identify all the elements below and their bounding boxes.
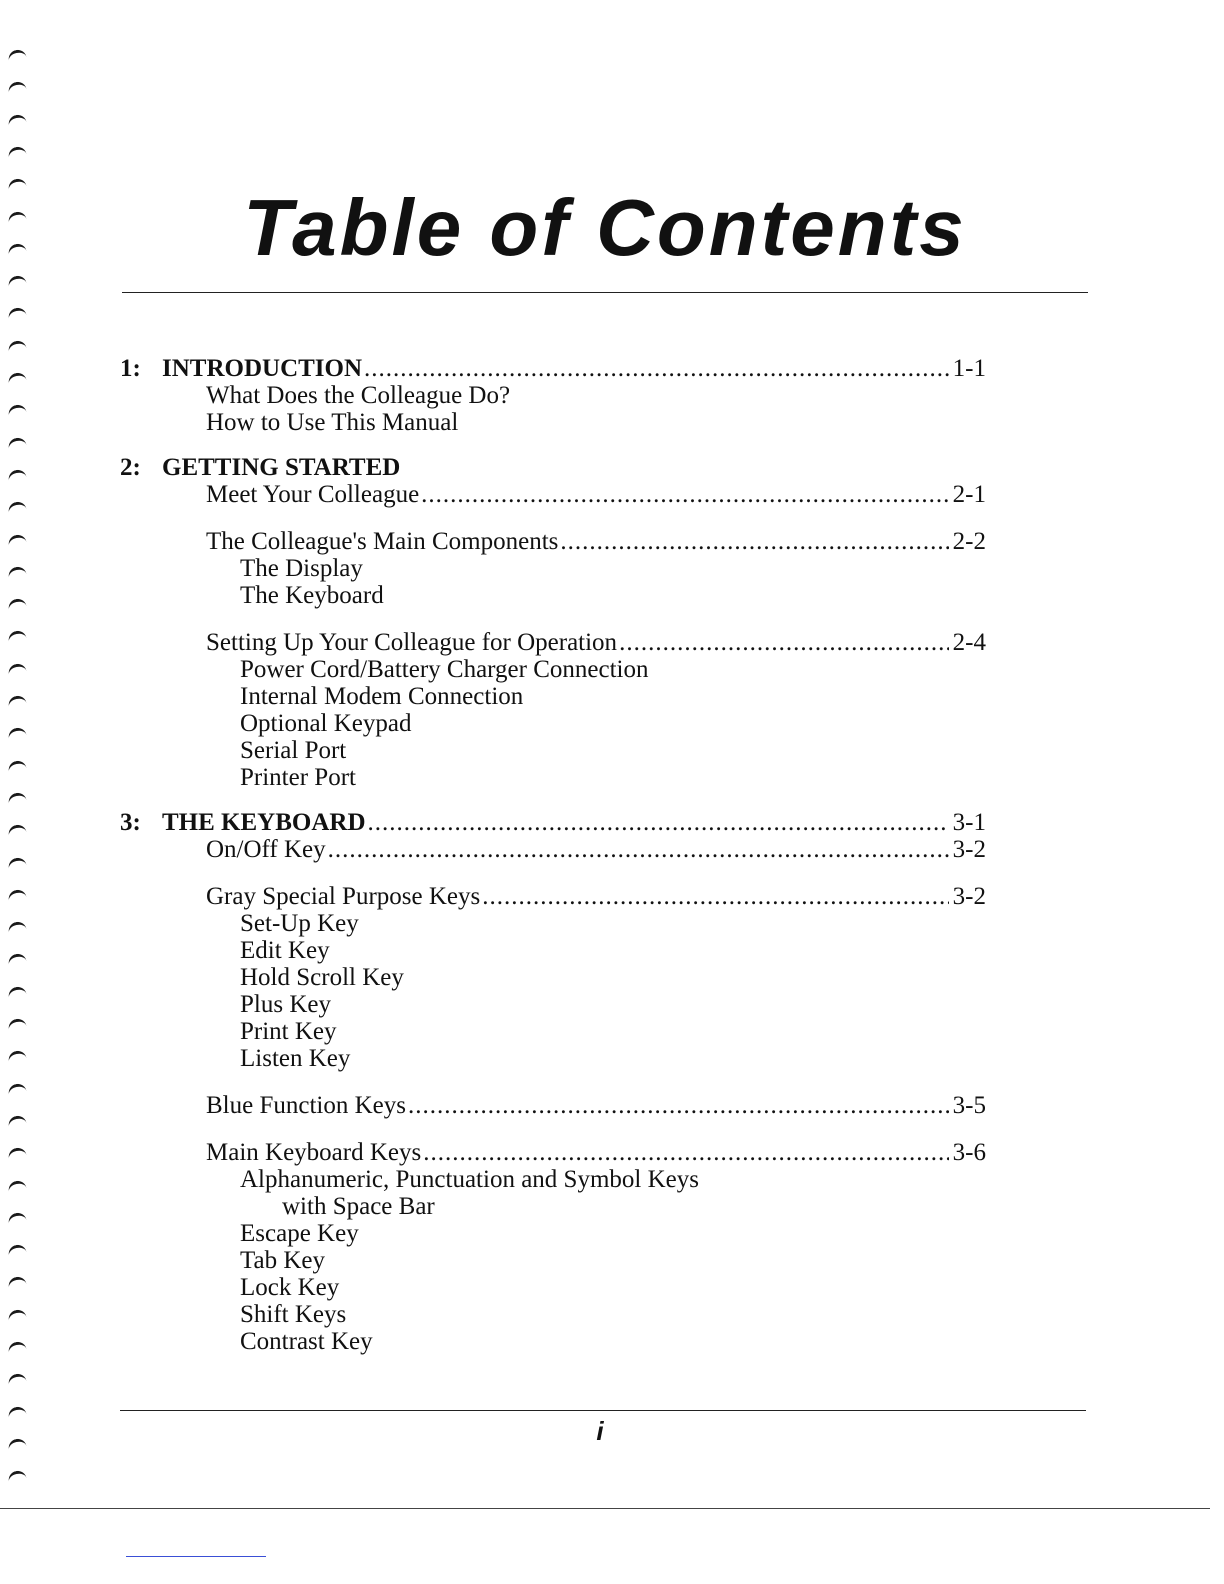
page-ref: 1-1 <box>952 355 986 382</box>
toc-subentry <box>120 710 986 737</box>
entry-label: Internal Modem Connection <box>240 683 524 710</box>
chapter-number: 2: <box>120 454 141 481</box>
toc-entry <box>120 1139 986 1166</box>
toc-subentry <box>120 1274 986 1301</box>
toc-subentry <box>120 1328 986 1355</box>
binding-hole-mark <box>7 1179 27 1194</box>
page-ref: 3-5 <box>952 1092 986 1119</box>
dot-leader <box>368 809 949 836</box>
toc-entry <box>120 481 986 508</box>
binding-hole-mark <box>7 985 27 1000</box>
toc-subentry <box>120 1220 986 1247</box>
binding-hole-mark <box>7 1340 27 1355</box>
binding-hole-mark <box>7 1050 27 1065</box>
binding-hole-mark <box>7 630 27 645</box>
binding-hole-mark <box>7 1276 27 1291</box>
binding-hole-mark <box>7 242 27 257</box>
binding-hole-mark <box>7 1469 27 1484</box>
page-ref: 2-4 <box>952 629 986 656</box>
dot-leader <box>421 481 949 508</box>
binding-hole-mark <box>7 953 27 968</box>
toc-subentry <box>120 683 986 710</box>
entry-label: Lock Key <box>240 1274 340 1301</box>
dot-leader <box>408 1092 949 1119</box>
entry-label: Contrast Key <box>240 1328 373 1355</box>
chapter-number: 1: <box>120 355 141 382</box>
entry-label: Tab Key <box>240 1247 326 1274</box>
binding-hole-mark <box>7 533 27 548</box>
toc-subentry <box>120 910 986 937</box>
entry-label: Printer Port <box>240 764 356 791</box>
toc-entry <box>120 382 986 409</box>
page-edge-line <box>0 1508 1210 1509</box>
binding-hole-mark <box>7 888 27 903</box>
entry-label: How to Use This Manual <box>206 409 459 436</box>
page-ref: 3-2 <box>952 836 986 863</box>
entry-label: with Space Bar <box>282 1193 435 1220</box>
entry-label: Escape Key <box>240 1220 359 1247</box>
entry-label: Main Keyboard Keys <box>206 1139 422 1166</box>
toc-subentry <box>120 1045 986 1072</box>
entry-label: Plus Key <box>240 991 331 1018</box>
entry-label: Blue Function Keys <box>206 1092 406 1119</box>
dot-leader <box>328 836 949 863</box>
dot-leader <box>619 629 949 656</box>
page-ref: 2-2 <box>952 528 986 555</box>
entry-label: The Colleague's Main Components <box>206 528 559 555</box>
binding-hole-mark <box>7 113 27 128</box>
binding-hole-mark <box>7 307 27 322</box>
toc-subentry <box>120 582 986 609</box>
toc-entry <box>120 528 986 555</box>
binding-hole-mark <box>7 1373 27 1388</box>
binding-hole-mark <box>7 1308 27 1323</box>
page-ref: 3-6 <box>952 1139 986 1166</box>
page-ref: 3-2 <box>952 883 986 910</box>
entry-label: Alphanumeric, Punctuation and Symbol Keys <box>240 1166 699 1193</box>
toc-subentry <box>120 1166 986 1193</box>
entry-label: Print Key <box>240 1018 337 1045</box>
toc-subentry <box>120 937 986 964</box>
toc-subentry-continued <box>120 1193 986 1220</box>
toc-entry <box>120 629 986 656</box>
binding-hole-mark <box>7 468 27 483</box>
binding-hole-mark <box>7 436 27 451</box>
dot-leader <box>423 1139 948 1166</box>
toc-entry <box>120 1092 986 1119</box>
scan-edge-mark <box>126 1556 266 1557</box>
toc-entry <box>120 836 986 863</box>
binding-hole-mark <box>7 1243 27 1258</box>
binding-hole-mark <box>7 759 27 774</box>
binding-hole-mark <box>7 694 27 709</box>
page-title: Table of Contents <box>243 183 967 272</box>
toc-subentry <box>120 991 986 1018</box>
chapter-number: 3: <box>120 809 141 836</box>
binding-hole-mark <box>7 727 27 742</box>
binding-hole-mark <box>7 274 27 289</box>
binding-hole-mark <box>7 404 27 419</box>
toc-entry <box>120 409 986 436</box>
binding-hole-mark <box>7 662 27 677</box>
binding-hole-mark <box>7 177 27 192</box>
entry-label: Hold Scroll Key <box>240 964 404 991</box>
toc-chapter-introduction <box>120 355 986 382</box>
binding-hole-mark <box>7 791 27 806</box>
page-ref: 2-1 <box>952 481 986 508</box>
binding-hole-mark <box>7 1405 27 1420</box>
dot-leader <box>364 355 949 382</box>
entry-label: Setting Up Your Colleague for Operation <box>206 629 618 656</box>
toc-subentry <box>120 1018 986 1045</box>
entry-label: Shift Keys <box>240 1301 347 1328</box>
binding-hole-mark <box>7 339 27 354</box>
binding-hole-mark <box>7 1211 27 1226</box>
binding-hole-mark <box>7 371 27 386</box>
toc-entry <box>120 883 986 910</box>
dot-leader <box>560 528 948 555</box>
binding-hole-mark <box>7 145 27 160</box>
entry-label: Set-Up Key <box>240 910 359 937</box>
binding-hole-mark <box>7 48 27 63</box>
entry-label: Optional Keypad <box>240 710 412 737</box>
entry-label: The Keyboard <box>240 582 384 609</box>
toc-chapter-getting-started <box>120 454 986 481</box>
toc-subentry <box>120 964 986 991</box>
toc-chapter-keyboard <box>120 809 986 836</box>
binding-hole-mark <box>7 500 27 515</box>
binding-hole-mark <box>7 856 27 871</box>
binding-hole-mark <box>7 1437 27 1452</box>
dot-leader <box>482 883 948 910</box>
page-ref: 3-1 <box>952 809 986 836</box>
binding-hole-mark <box>7 210 27 225</box>
binding-hole-mark <box>7 597 27 612</box>
toc-subentry <box>120 555 986 582</box>
entry-label: What Does the Colleague Do? <box>206 382 511 409</box>
binding-holes <box>4 50 32 1490</box>
binding-hole-mark <box>7 1114 27 1129</box>
binding-hole-mark <box>7 1017 27 1032</box>
footer-divider <box>120 1410 1086 1411</box>
binding-hole-mark <box>7 1146 27 1161</box>
entry-label: Edit Key <box>240 937 330 964</box>
page-number: i <box>596 1416 604 1446</box>
toc-subentry <box>120 656 986 683</box>
entry-label: Listen Key <box>240 1045 351 1072</box>
chapter-label: INTRODUCTION <box>162 355 363 382</box>
toc-subentry <box>120 1247 986 1274</box>
toc-subentry <box>120 1301 986 1328</box>
toc-subentry <box>120 764 986 791</box>
entry-label: Meet Your Colleague <box>206 481 420 508</box>
entry-label: Power Cord/Battery Charger Connection <box>240 656 649 683</box>
binding-hole-mark <box>7 823 27 838</box>
entry-label: The Display <box>240 555 363 582</box>
binding-hole-mark <box>7 81 27 96</box>
chapter-label: THE KEYBOARD <box>162 809 366 836</box>
table-of-contents <box>120 355 986 1355</box>
title-divider <box>122 292 1088 293</box>
binding-hole-mark <box>7 1082 27 1097</box>
chapter-label: GETTING STARTED <box>162 454 401 481</box>
binding-hole-mark <box>7 565 27 580</box>
entry-label: On/Off Key <box>206 836 326 863</box>
binding-hole-mark <box>7 920 27 935</box>
entry-label: Serial Port <box>240 737 347 764</box>
toc-subentry <box>120 737 986 764</box>
entry-label: Gray Special Purpose Keys <box>206 883 481 910</box>
